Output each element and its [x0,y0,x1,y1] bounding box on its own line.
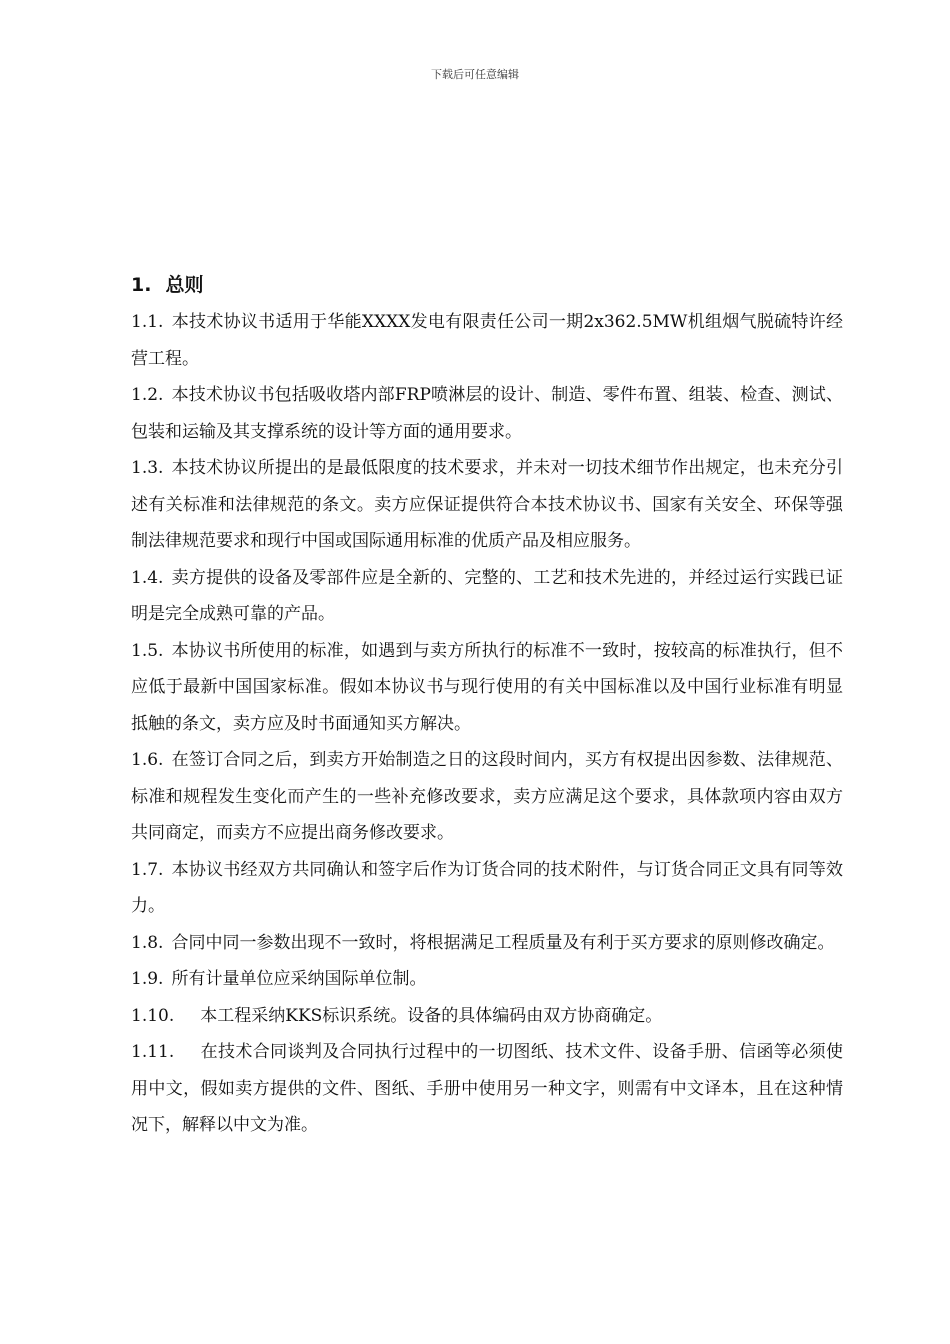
clause-1-10 [131,998,843,1035]
clause-number: 1.1. [131,312,164,332]
clause-text: 卖方提供的设备及零部件应是全新的、完整的、工艺和技术先进的，并经过运行实践已证明是完全成熟可靠的产品。 [131,567,843,624]
clause-text: 在签订合同之后，到卖方开始制造之日的这段时间内，买方有权提出因参数、法律规范、标准和规程发生变化而产生的一些补充修改要求，卖方应满足这个要求，具体款项内容由双方共同商定，而卖方不应提出商务修改要求。 [131,750,843,843]
clause-number: 1.4. [131,567,164,588]
clause-text: 本协议书经双方共同确认和签字后作为订货合同的技术附件，与订货合同正文具有同等效力。 [131,859,843,916]
clause-1-7 [131,852,843,925]
clause-number: 1.2. [131,385,164,405]
clause-1-4 [131,560,843,633]
clause-1-3 [131,450,843,560]
clause-text: 本技术协议所提出的是最低限度的技术要求，并未对一切技术细节作出规定，也未充分引述有关标准和法律规范的条文。卖方应保证提供符合本技术协议书、国家有关安全、环保等强制法律规范要求和现行中国或国际通用标准的优质产品及相应服务。 [131,458,843,551]
clause-text: 所有计量单位应采纳国际单位制。 [171,969,427,989]
page-header: 下载后可任意编辑 [431,68,519,81]
clause-text: 本工程采纳KKS标识系统。设备的具体编码由双方协商确定。 [200,1005,663,1026]
clause-number: 1.5. [131,640,164,661]
clause-1-1 [131,304,843,377]
clause-1-5 [131,633,843,743]
clause-1-8 [131,925,843,962]
clause-1-6 [131,742,843,852]
clause-text: 在技术合同谈判及合同执行过程中的一切图纸、技术文件、设备手册、信函等必须使用中文，假如卖方提供的文件、图纸、手册中使用另一种文字，则需有中文译本，且在这种情况下，解释以中文为准。 [131,1042,843,1135]
clause-1-11 [131,1034,843,1144]
clause-1-9 [131,961,843,998]
clause-text: 本协议书所使用的标准，如遇到与卖方所执行的标准不一致时，按较高的标准执行，但不应低于最新中国国家标准。假如本协议书与现行使用的有关中国标准以及中国行业标准有明显抵触的条文，卖方应及时书面通知买方解决。 [131,640,843,734]
document-body [131,270,843,1144]
clause-number: 1.11. [131,1042,175,1062]
clause-text: 合同中同一参数出现不一致时，将根据满足工程质量及有利于买方要求的原则修改确定。 [171,932,835,953]
clause-1-2 [131,377,843,450]
clause-number: 1.3. [131,458,164,478]
clause-number: 1.8. [131,932,164,953]
section-number: 1. [131,274,152,296]
clause-text: 本技术协议书适用于华能XXXX发电有限责任公司一期2x362.5MW机组烟气脱硫特许经营工程。 [131,312,843,369]
clause-number: 1.10. [131,1005,175,1026]
clause-number: 1.6. [131,750,164,770]
clause-number: 1.7. [131,859,164,880]
clause-text: 本技术协议书包括吸收塔内部FRP喷淋层的设计、制造、零件布置、组装、检查、测试、包装和运输及其支撑系统的设计等方面的通用要求。 [131,385,843,442]
section-heading [131,270,843,300]
section-title: 总则 [165,274,204,296]
clause-number: 1.9. [131,969,164,989]
